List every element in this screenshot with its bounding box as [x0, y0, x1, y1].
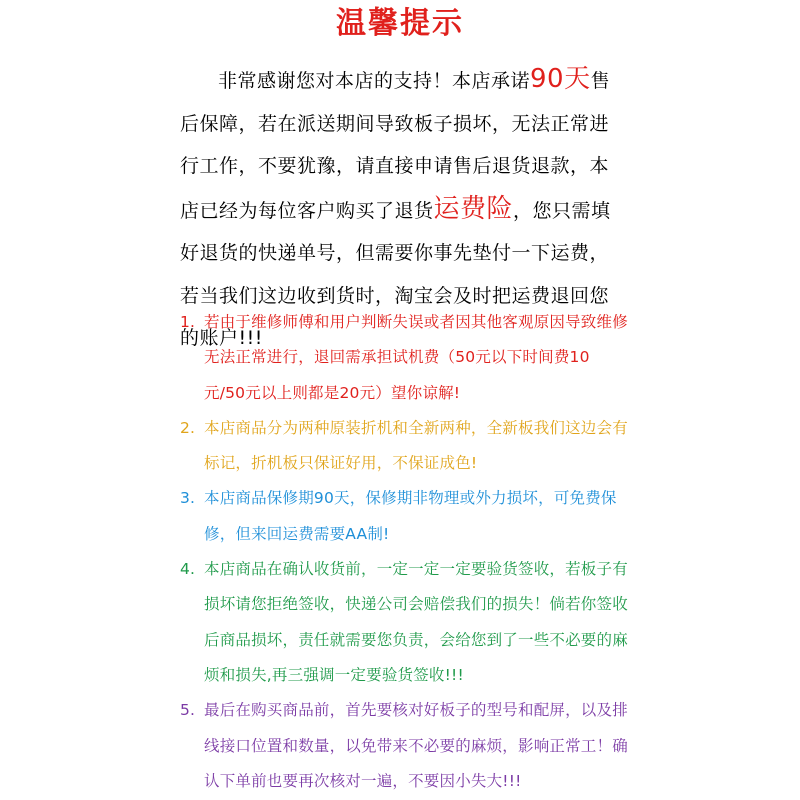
- list-item: [180, 411, 630, 482]
- list-item-text: 本店商品分为两种原装折机和全新两种，全新板我们这边会有标记，折机板只保证好用，不保证成色!: [204, 418, 628, 473]
- list-item-number: 5.: [180, 701, 196, 720]
- list-item-text: 本店商品在确认收货前，一定一定一定要验货签收，若板子有损坏请您拒绝签收，快递公司会赔偿我们的损失！倘若你签收后商品损坏，责任就需要您负责，会给您到了一些不必要的麻烦和损失,再三强调一定要验货签收!!!: [204, 560, 628, 684]
- list-item-text: 本店商品保修期90天，保修期非物理或外力损坏，可免费保修，但来回运费需要AA制!: [204, 489, 617, 543]
- list-item-text: 若由于维修师傅和用户判断失误或者因其他客观原因导致维修无法正常进行，退回需承担试机费（50元以下时间费10元/50元以上则都是20元）望你谅解!: [204, 313, 628, 402]
- intro-text-3: ，您只需填好退货的快递单号，但需要你事先垫付一下运费，若当我们这边收到货时，淘宝会及时把运费退回您的账户!!!: [180, 199, 611, 349]
- warranty-days-highlight: 90天: [530, 64, 591, 94]
- list-item: [180, 693, 630, 799]
- list-item-number: 1.: [180, 313, 196, 331]
- list-item-number: 3.: [180, 489, 196, 508]
- list-item: [180, 552, 630, 693]
- list-item: [180, 305, 630, 411]
- page-title: 温馨提示: [336, 6, 464, 41]
- list-item: [180, 481, 630, 552]
- list-item-number: 2.: [180, 418, 196, 437]
- list-item-text: 最后在购买商品前，首先要核对好板子的型号和配屏，以及排线接口位置和数量，以免带来不必要的麻烦，影响正常工！确认下单前也要再次核对一遍，不要因小失大!!!: [204, 701, 628, 790]
- intro-text-2: 售后保障，若在派送期间导致板子损坏，无法正常进行工作，不要犹豫，请直接申请售后退货退款，本店已经为每位客户购买了退货: [180, 70, 611, 222]
- shipping-insurance-highlight: 运费险: [433, 193, 514, 224]
- notice-list: [180, 305, 630, 799]
- intro-text-1: 非常感谢您对本店的支持！本店承诺: [218, 70, 531, 92]
- list-item-number: 4.: [180, 560, 196, 579]
